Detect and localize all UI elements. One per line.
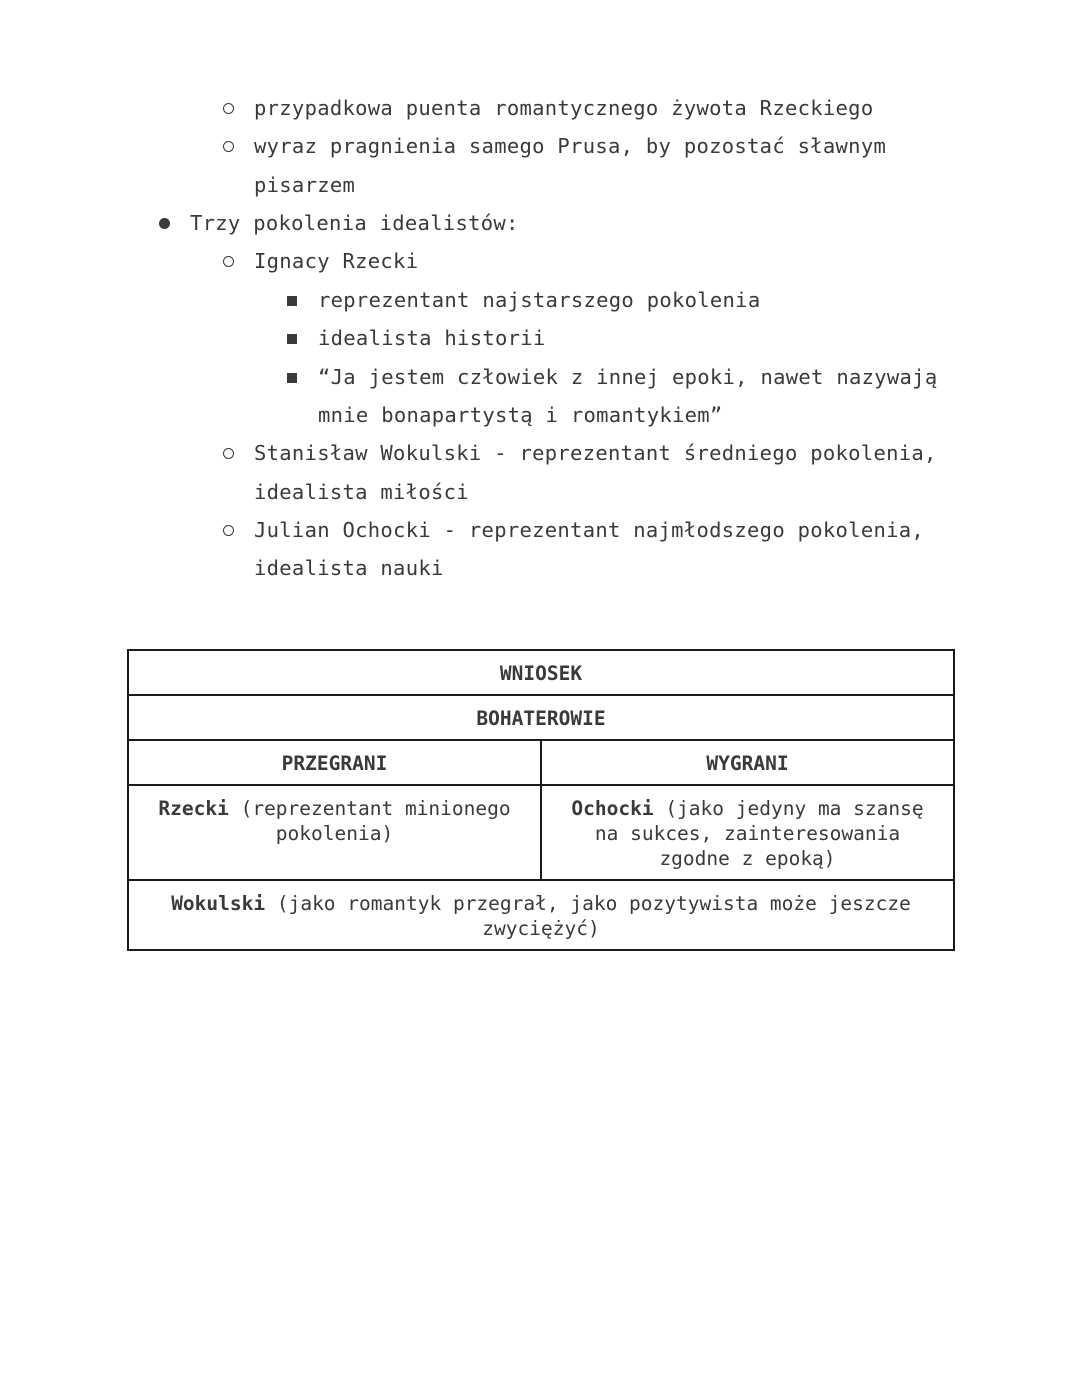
outline-sub-item-continuation: pisarzem (254, 173, 356, 197)
outline-generation-wokulski: Stanisław Wokulski - reprezentant średniego pokolenia, (254, 441, 937, 465)
outline-main-item: Trzy pokolenia idealistów: (190, 211, 519, 235)
character-description: (reprezentant minionego pokolenia) (228, 797, 511, 845)
character-description: (jako jedyny ma szansę na sukces, zainteresowania zgodne z epoką) (594, 797, 924, 870)
column-header-losers: PRZEGRANI (128, 740, 541, 785)
outline-generation-ochocki: Julian Ochocki - reprezentant najmłodszego pokolenia, (254, 518, 925, 542)
outline-sub-item: przypadkowa puenta romantycznego żywota Rzeckiego (254, 96, 874, 120)
hollow-bullet-icon (223, 103, 234, 114)
conclusion-table (127, 649, 955, 951)
column-header-winners: WYGRANI (541, 740, 954, 785)
square-bullet-icon (287, 373, 297, 383)
table-row (128, 740, 954, 785)
square-bullet-icon (287, 296, 297, 306)
square-bullet-icon (287, 334, 297, 344)
outline-generation-ochocki-continuation: idealista nauki (254, 556, 444, 580)
table-row (128, 880, 954, 950)
table-row (128, 650, 954, 695)
table-title: WNIOSEK (128, 650, 954, 695)
character-name: Ochocki (571, 797, 654, 820)
outline-generation-rzecki: Ignacy Rzecki (254, 249, 419, 273)
filled-bullet-icon (159, 218, 170, 229)
outline-detail-quote: “Ja jestem człowiek z innej epoki, nawet nazywają (318, 365, 938, 389)
table-cell-wokulski (128, 880, 954, 950)
character-description: (jako romantyk przegrał, jako pozytywista może jeszcze zwyciężyć) (265, 892, 911, 940)
table-subtitle: BOHATEROWIE (128, 695, 954, 740)
outline-sub-item: wyraz pragnienia samego Prusa, by pozostać sławnym (254, 134, 887, 158)
outline-generation-wokulski-continuation: idealista miłości (254, 480, 469, 504)
character-name: Wokulski (171, 892, 266, 915)
hollow-bullet-icon (223, 141, 234, 152)
character-name: Rzecki (158, 797, 229, 820)
table-cell-winners (541, 785, 954, 880)
outline-detail-item: reprezentant najstarszego pokolenia (318, 288, 761, 312)
outline-detail-quote-continuation: mnie bonapartystą i romantykiem” (318, 403, 723, 427)
table-row (128, 785, 954, 880)
hollow-bullet-icon (223, 525, 234, 536)
hollow-bullet-icon (223, 256, 234, 267)
hollow-bullet-icon (223, 448, 234, 459)
outline-detail-item: idealista historii (318, 326, 546, 350)
table-cell-losers (128, 785, 541, 880)
table-row (128, 695, 954, 740)
